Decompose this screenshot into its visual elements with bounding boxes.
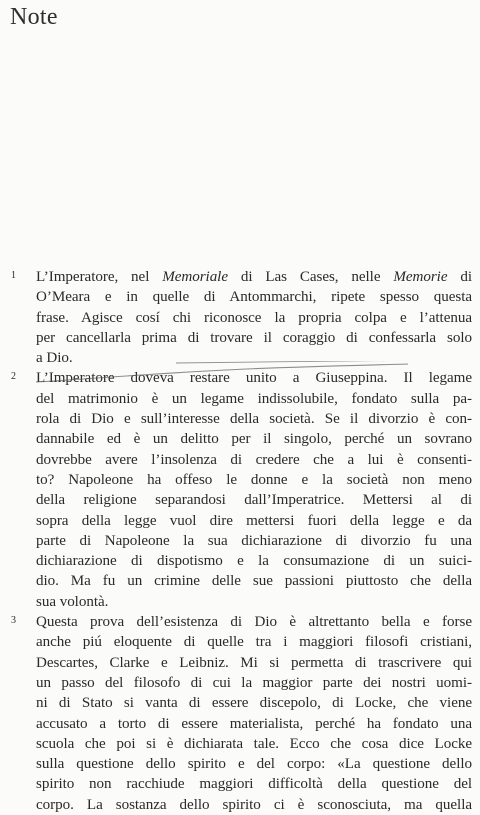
note-line: per cancellarla prima di trovare il coraggio di confessarla solo — [36, 329, 472, 346]
note-line: O’Meara e in quelle di Antommarchi, ripete spesso questa — [36, 289, 472, 306]
italic-title: Memorie — [393, 269, 448, 285]
footnote-3 — [0, 612, 480, 815]
note-line: rola di Dio e sull’interesse della società. Se il divorzio è con- — [36, 411, 472, 428]
footnote-number: 3 — [11, 615, 16, 627]
note-line: un passo del filosofo di cui la maggior parte dei nostri uomi- — [36, 674, 472, 691]
footnote-1 — [0, 267, 480, 368]
note-line: della religione separandosi dall’Imperatrice. Mettersi al di — [36, 492, 472, 509]
note-line: Descartes, Clarke e Leibniz. Mi si permetta di trascrivere qui — [36, 654, 472, 671]
page-title: Note — [10, 4, 58, 30]
note-line: frase. Agisce cosí chi riconosce la propria colpa e l’attenua — [36, 309, 472, 326]
note-line: sulla questione dello spirito e del corpo: «La questione dello — [36, 756, 472, 773]
italic-title: Memoriale — [162, 269, 228, 285]
note-line: parte di Napoleone la sua dichiarazione di divorzio fu una — [36, 532, 472, 549]
note-line: a Dio. — [36, 350, 73, 367]
note-line: corpo. La sostanza dello spirito ci è sconosciuta, ma quella — [36, 796, 472, 813]
note-line: dannabile ed è un delitto per il singolo, perché un sovrano — [36, 431, 472, 448]
note-line: L’Imperatore, nel Memoriale di Las Cases, nelle Memorie di — [36, 269, 472, 285]
note-line: dio. Ma fu un crimine delle sue passioni piuttosto che della — [36, 573, 472, 590]
footnote-2 — [0, 368, 480, 612]
note-line: dovrebbe avere l’insolenza di credere che a lui è consenti- — [36, 451, 472, 468]
note-line: anche piú eloquente di quelle tra i maggiori filosofi cristiani, — [36, 634, 472, 651]
note-line: spirito non racchiude maggiori difficoltà della questione del — [36, 776, 472, 793]
footnote-number: 2 — [11, 371, 16, 383]
note-line: del matrimonio è un legame indissolubile, fondato sulla pa- — [36, 390, 472, 407]
footnote-number: 1 — [11, 270, 16, 281]
note-line: L’Imperatore doveva restare unito a Giuseppina. Il legame — [36, 370, 472, 387]
note-line: scuola che poi si è dichiarata tale. Ecco che cosa dice Locke — [36, 735, 472, 752]
note-line: dichiarazione di dispotismo e la consumazione di un suici- — [36, 553, 472, 570]
note-line: accusato a torto di essere materialista, perché ha fondato una — [36, 715, 472, 732]
notes-section — [0, 267, 480, 815]
note-line: Questa prova dell’esistenza di Dio è altrettanto bella e forse — [36, 614, 472, 631]
note-line: to? Napoleone ha offeso le donne e la società non meno — [36, 471, 472, 488]
note-line: ni di Stato si vanta di essere discepolo, di Locke, che viene — [36, 695, 472, 712]
note-line: sopra della legge vuol dire mettersi fuori della legge e da — [36, 512, 472, 529]
note-line: sua volontà. — [36, 593, 109, 610]
